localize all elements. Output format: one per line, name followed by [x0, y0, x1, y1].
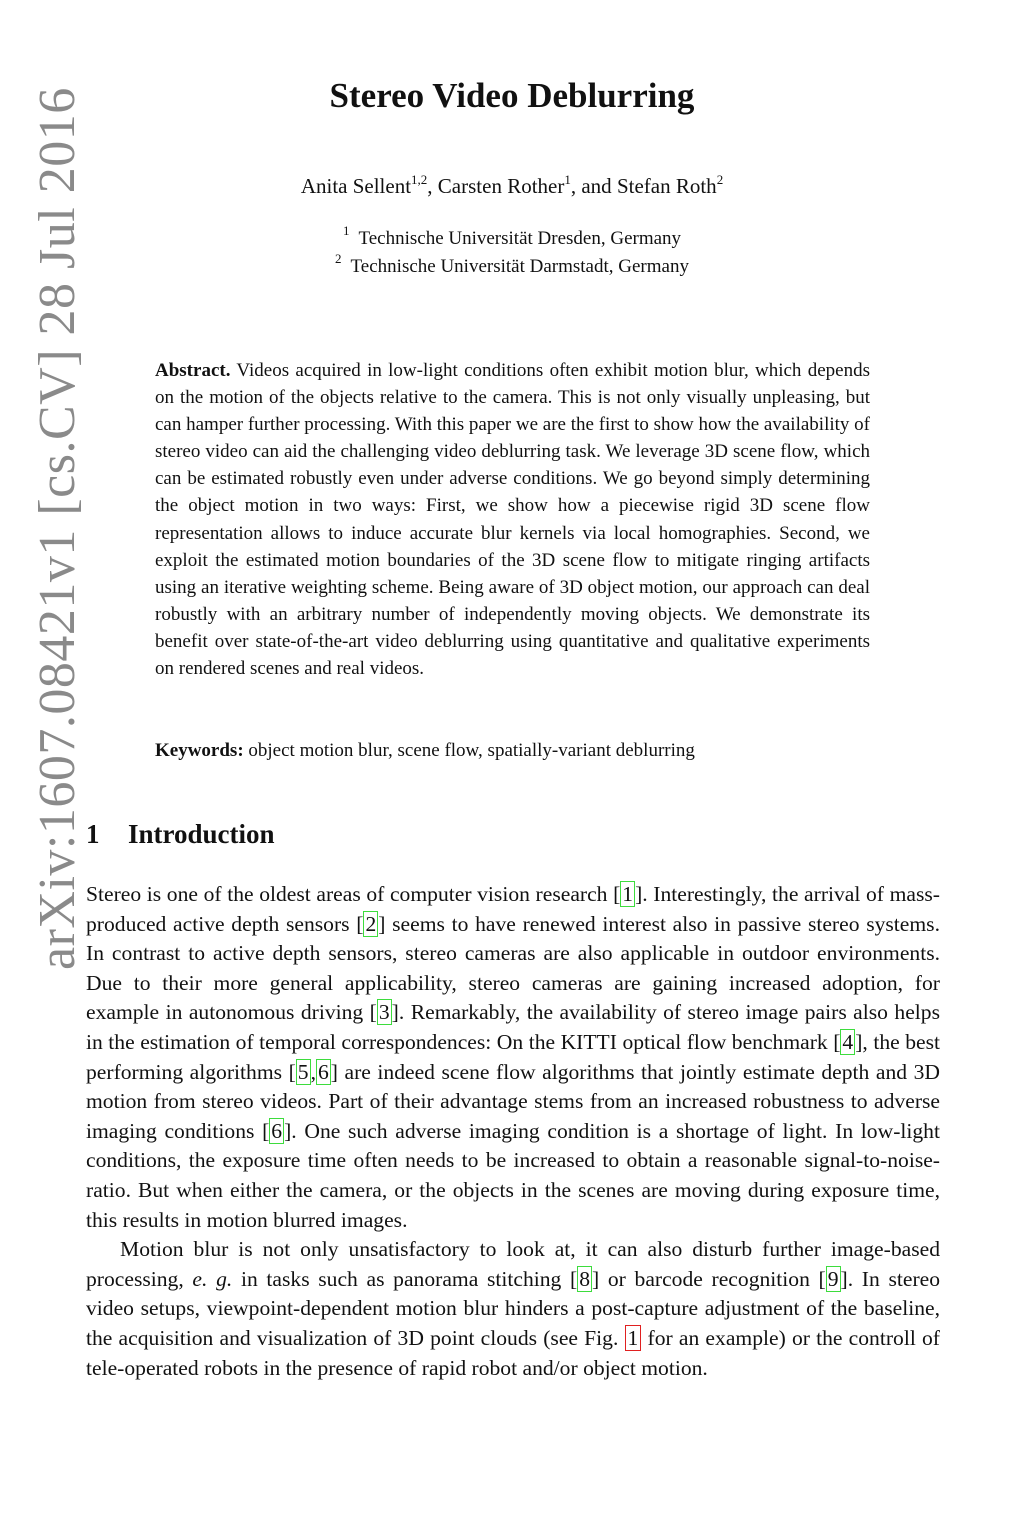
author-name: Stefan Roth — [616, 174, 717, 198]
author-line — [0, 171, 1024, 201]
abstract — [155, 357, 870, 682]
affiliation — [0, 225, 1024, 252]
paragraph-text: Motion blur is not only unsatisfactory to look at, it can also disturb further image-based processing, — [86, 1237, 940, 1291]
keywords-text: object motion blur, scene flow, spatially-variant deblurring — [248, 740, 695, 761]
paragraph-text: for an example) or the controll of tele-operated robots in the presence of rapid robot and/or object motion. — [86, 1325, 940, 1380]
paragraph-text: ] seems to have renewed interest also in passive stereo systems. In contrast to active depth sensors, stereo cameras are also applicable in outdoor environments. Due to their more general applicability, stereo cameras are gaining increased adoption, for example in autonomous driving [ — [86, 911, 940, 1025]
paragraph-text: , — [310, 1059, 316, 1084]
arxiv-identifier-stamp: arXiv:1607.08421v1 [cs.CV] 28 Jul 2016 — [29, 87, 86, 970]
affiliation — [0, 253, 1024, 280]
paragraph-text: ] are indeed scene flow algorithms that jointly estimate depth and 3D motion from stereo videos. Part of their advantage stems from an increased robustness to adverse imaging conditions [ — [86, 1059, 940, 1143]
affiliation-number: 2 — [335, 251, 342, 266]
affiliation-number: 1 — [342, 223, 350, 238]
author-separator: , — [427, 174, 438, 198]
paragraph — [86, 880, 940, 1235]
citation-link[interactable]: 6 — [271, 1118, 283, 1143]
section-title: Introduction — [128, 819, 275, 849]
affiliation-text: Technische Universität Darmstadt, Germany — [350, 256, 689, 277]
author-affil-marker: 1,2 — [411, 172, 428, 187]
affiliation-text: Technische Universität Dresden, Germany — [358, 228, 682, 249]
section-number: 1 — [86, 819, 100, 849]
citation-link[interactable]: 5 — [297, 1059, 309, 1084]
author-affil-marker: 2 — [716, 172, 724, 187]
citation-link[interactable]: 2 — [365, 911, 377, 936]
author-name: Anita Sellent — [300, 174, 412, 198]
paragraph-text: ]. In stereo video setups, viewpoint-dependent motion blur hinders a post-capture adjustment of the baseline, the acquisition and visualization of 3D point clouds (see Fig. — [86, 1266, 941, 1350]
citation-link[interactable]: 8 — [579, 1266, 591, 1291]
paragraph-text: ]. Remarkably, the availability of stereo image pairs also helps in the estimation of temporal correspondences: On the KITTI optical flow benchmark [ — [86, 1000, 940, 1054]
paragraph-text: in tasks such as panorama stitching [ — [232, 1266, 578, 1291]
author-name: Carsten Rother — [437, 174, 565, 198]
section-heading — [86, 815, 275, 853]
abstract-text: Videos acquired in low-light conditions often exhibit motion blur, which depends on the motion of the objects relative to the camera. This is not only visually unpleasing, but can hamper further processing. With this paper we are the first to show how the availability of stereo video can aid the challenging video deblurring task. We leverage 3D scene flow, which can be estimated robustly even under adverse conditions. We go beyond simply determining the object motion in two ways: First, we show how a piecewise rigid 3D scene flow representation allows to induce accurate blur kernels via local homographies. Second, we exploit the estimated motion boundaries of the 3D scene flow to mitigate ringing artifacts using an iterative weighting scheme. Being aware of 3D object motion, our approach can deal robustly with an arbitrary number of independently moving objects. We demonstrate its benefit over state-of-the-art video deblurring using quantitative and qualitative experiments on rendered scenes and real videos. — [155, 360, 870, 680]
citation-link[interactable]: 6 — [317, 1059, 329, 1084]
keywords — [155, 737, 870, 764]
citation-link[interactable]: 9 — [827, 1266, 839, 1291]
citation-link[interactable]: 4 — [842, 1029, 854, 1054]
paragraph-text: ] or barcode recognition [ — [592, 1266, 826, 1291]
paragraph-text-italic: e. g. — [192, 1266, 233, 1291]
paragraph-text: ]. One such adverse imaging condition is a shortage of light. In low-light conditions, the exposure time often needs to be increased to obtain a reasonable signal-to-noise-ratio. But when either the camera, or the objects in the scenes are moving during exposure time, this results in motion blurred images. — [86, 1118, 940, 1232]
paragraph-text: ], the best performing algorithms [ — [86, 1029, 940, 1084]
author-separator: , and — [570, 174, 617, 198]
author-affil-marker: 1 — [564, 172, 571, 187]
paragraph-text: Stereo is one of the oldest areas of computer vision research [ — [86, 882, 621, 906]
paragraph — [86, 1235, 940, 1383]
section-body — [86, 880, 940, 1383]
paragraph-text: ]. Interestingly, the arrival of mass-produced active depth sensors [ — [86, 882, 940, 936]
citation-link[interactable]: 3 — [378, 1000, 390, 1025]
abstract-label: Abstract. — [155, 360, 231, 381]
figure-reference-link[interactable]: 1 — [625, 1325, 642, 1351]
paper-title: Stereo Video Deblurring — [329, 76, 695, 115]
citation-link[interactable]: 1 — [622, 882, 634, 906]
keywords-label: Keywords: — [155, 740, 244, 761]
